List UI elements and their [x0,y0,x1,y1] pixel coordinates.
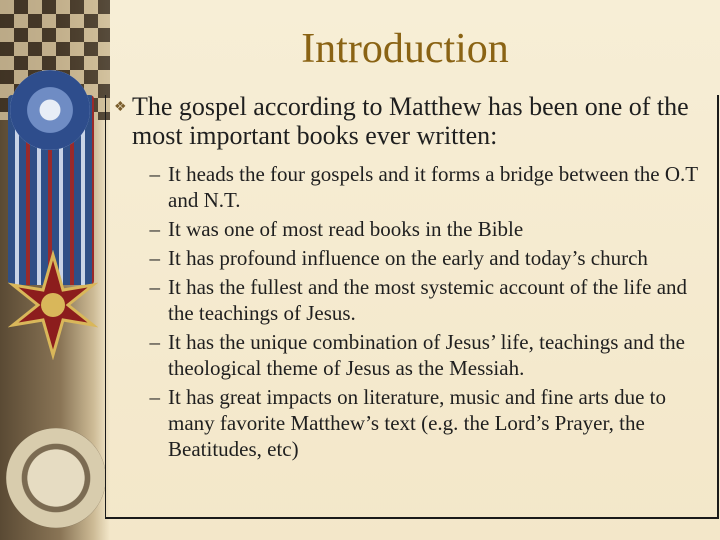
dash-bullet-icon: – [149,275,160,299]
dash-bullet-icon: – [149,246,160,270]
subpoint-item [108,216,706,242]
subpoint-text: It has the unique combination of Jesus’ life, teachings and the theological theme of Jesus as the Messiah. [168,330,685,380]
dash-bullet-icon: – [149,217,160,241]
dash-bullet-icon: – [149,162,160,186]
compass-image [6,428,106,528]
subpoint-text: It has great impacts on literature, music and fine arts due to many favorite Matthew’s text (e.g. the Lord’s Prayer, the Beatitudes, etc) [168,385,667,461]
subpoint-item [108,245,706,271]
subpoint-text: It has the fullest and the most systemic account of the life and the teachings of Jesus. [168,275,688,325]
subpoint-text: It was one of most read books in the Bible [168,217,524,241]
decorative-collage-image [0,0,110,540]
rosette-image [10,70,90,150]
main-bullet [108,92,706,150]
subpoint-text: It heads the four gospels and it forms a bridge between the O.T and N.T. [168,162,698,212]
subpoint-text: It has profound influence on the early and today’s church [168,246,648,270]
medal-cross-icon [8,250,98,360]
slide-title: Introduction [301,26,509,72]
slide-body [108,92,706,465]
subpoint-item [108,274,706,326]
subpoint-list [108,161,706,462]
diamond-bullet-icon: ❖ [114,100,127,115]
subpoint-item [108,329,706,381]
subpoint-item [108,384,706,462]
dash-bullet-icon: – [149,385,160,409]
subpoint-item [108,161,706,213]
main-bullet-text: The gospel according to Matthew has been one of the most important books ever written: [132,92,689,150]
dash-bullet-icon: – [149,330,160,354]
